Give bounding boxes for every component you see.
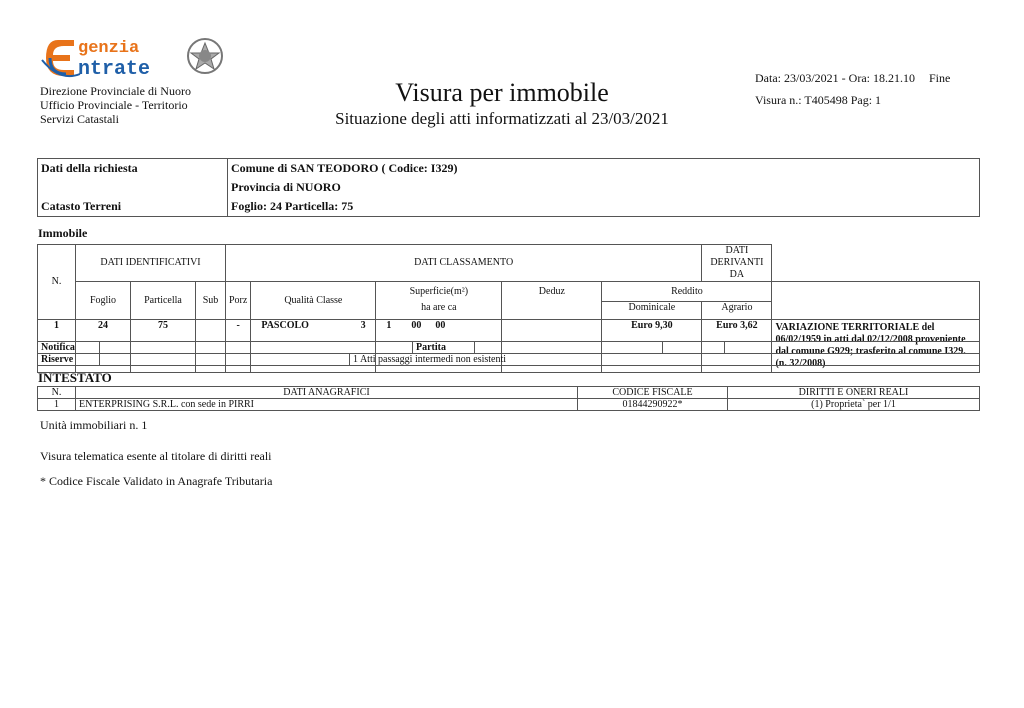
int-row-diritti: (1) Proprieta` per 1/1 bbox=[728, 399, 980, 411]
int-row-n: 1 bbox=[38, 399, 76, 411]
unita-note: Unità immobiliari n. 1 bbox=[40, 418, 148, 432]
office-line-1: Direzione Provinciale di Nuoro bbox=[40, 84, 191, 98]
col-porz: Porz bbox=[226, 282, 251, 320]
col-agrario: Agrario bbox=[702, 302, 772, 320]
provincia-value: Provincia di NUORO bbox=[228, 178, 980, 197]
row-dominicale: Euro 9,30 bbox=[602, 320, 702, 373]
row-porz: - bbox=[226, 320, 251, 373]
row-ca: 00 bbox=[435, 320, 446, 331]
notifica-value bbox=[100, 342, 413, 354]
riserve-label: Riserve bbox=[38, 354, 100, 366]
notifica-label: Notifica bbox=[38, 342, 100, 354]
intestato-row bbox=[38, 399, 980, 411]
col-dati-classamento: DATI CLASSAMENTO bbox=[226, 245, 702, 282]
page-subtitle: Situazione degli atti informatizzati al 23/03/2021 bbox=[335, 109, 669, 128]
col-dati-derivanti: DATI DERIVANTI DA bbox=[702, 245, 772, 282]
office-line-3: Servizi Catastali bbox=[40, 112, 119, 126]
col-dati-identificativi: DATI IDENTIFICATIVI bbox=[76, 245, 226, 282]
col-sub: Sub bbox=[196, 282, 226, 320]
page-title: Visura per immobile bbox=[395, 78, 609, 107]
date-line: Data: 23/03/2021 - Ora: 18.21.10 bbox=[755, 71, 915, 85]
richiesta-table bbox=[37, 158, 980, 217]
col-particella: Particella bbox=[131, 282, 196, 320]
int-row-cf: 01844290922* bbox=[578, 399, 728, 411]
row-agrario: Euro 3,62 bbox=[702, 320, 772, 373]
col-foglio: Foglio bbox=[76, 282, 131, 320]
comune-value: Comune di SAN TEODORO ( Codice: I329) bbox=[228, 159, 980, 179]
col-deduz: Deduz bbox=[502, 282, 602, 302]
riserve-value: 1 Atti passaggi intermedi non esistenti bbox=[350, 354, 980, 366]
agenzia-entrate-logo bbox=[40, 30, 225, 85]
row-qualita: PASCOLO bbox=[251, 320, 351, 373]
row-classe: 3 bbox=[351, 320, 376, 373]
col-ha-are-ca: ha are ca bbox=[376, 302, 502, 320]
svg-text:ntrate: ntrate bbox=[78, 58, 151, 81]
partita-label: Partita bbox=[413, 342, 475, 354]
office-line-2: Ufficio Provinciale - Territorio bbox=[40, 98, 188, 112]
row-particella: 75 bbox=[131, 320, 196, 373]
int-col-diritti: DIRITTI E ONERI REALI bbox=[728, 387, 980, 399]
int-col-anagrafici: DATI ANAGRAFICI bbox=[76, 387, 578, 399]
meta-block bbox=[755, 67, 950, 111]
row-foglio: 24 bbox=[76, 320, 131, 373]
intestato-heading: INTESTATO bbox=[38, 370, 112, 385]
visura-line: Visura n.: T405498 Pag: 1 bbox=[755, 93, 882, 107]
col-qualita: Qualità Classe bbox=[251, 282, 376, 320]
cf-note: * Codice Fiscale Validato in Anagrafe Tributaria bbox=[40, 474, 273, 488]
intestato-table bbox=[37, 386, 980, 411]
col-dominicale: Dominicale bbox=[602, 302, 702, 320]
int-col-cf: CODICE FISCALE bbox=[578, 387, 728, 399]
fine-label: Fine bbox=[928, 71, 951, 85]
row-n: 1 bbox=[38, 320, 76, 373]
esente-note: Visura telematica esente al titolare di diritti reali bbox=[40, 449, 272, 463]
richiesta-label: Dati della richiesta bbox=[38, 159, 228, 179]
col-superficie: Superficie(m²) bbox=[376, 282, 502, 302]
row-derivanti: VARIAZIONE TERRITORIALE del 06/02/1959 in atti dal 02/12/2008 proveniente dal comune G929; trasferito al comune I329. (n. 32/2008) bbox=[772, 320, 980, 373]
svg-text:genzia: genzia bbox=[78, 39, 140, 58]
notifica-riserve-table bbox=[37, 341, 980, 366]
col-n: N. bbox=[38, 245, 76, 320]
int-col-n: N. bbox=[38, 387, 76, 399]
row-are: 00 bbox=[411, 320, 422, 331]
row-ha: 1 bbox=[386, 320, 392, 331]
col-reddito: Reddito bbox=[602, 282, 772, 302]
catasto-label: Catasto Terreni bbox=[38, 197, 228, 217]
immobile-heading: Immobile bbox=[38, 226, 88, 240]
foglio-particella-value: Foglio: 24 Particella: 75 bbox=[228, 197, 980, 217]
int-row-anagrafici: ENTERPRISING S.R.L. con sede in PIRRI bbox=[76, 399, 578, 411]
